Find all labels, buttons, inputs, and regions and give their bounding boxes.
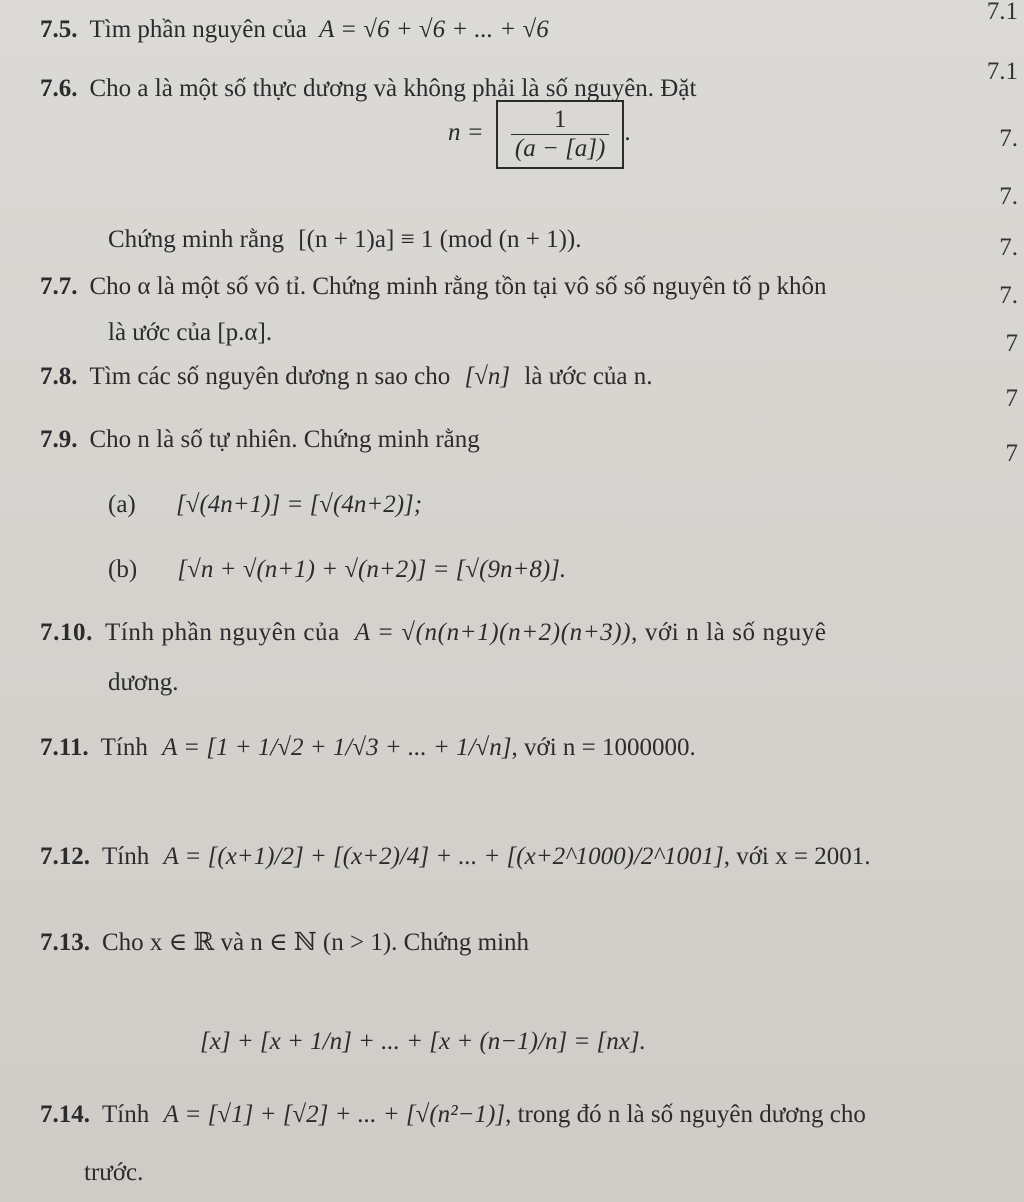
- formula: A = √(n(n+1)(n+2)(n+3)): [354, 619, 632, 646]
- problem-7-14-line2: trước.: [84, 1159, 144, 1186]
- margin-number: 7.: [999, 282, 1018, 309]
- formula: [√(4n+1)] = [√(4n+2)];: [176, 491, 423, 518]
- formula: A = [√1] + [√2] + ... + [√(n²−1)]: [163, 1101, 506, 1128]
- formula: A = √6 + √6 + ... + √6: [319, 16, 549, 43]
- floor-bracket: [496, 100, 624, 169]
- problem-7-9-b: (b) [√n + √(n+1) + √(n+2)] = [√(9n+8)].: [108, 556, 567, 583]
- problem-text: Cho x ∈ ℝ và n ∈ ℕ (n > 1). Chứng minh: [102, 929, 530, 956]
- problem-text: Cho n là số tự nhiên. Chứng minh rằng: [89, 426, 480, 453]
- problem-text: Cho a là một số thực dương và không phải là số nguyên. Đặt: [89, 75, 697, 102]
- margin-number: 7: [1005, 385, 1018, 412]
- margin-number: 7: [1005, 440, 1018, 467]
- formula: A = [(x+1)/2] + [(x+2)/4] + ... + [(x+2^1000)/2^1001]: [163, 843, 724, 870]
- problem-7-7-line2: là ước của [p.α].: [108, 319, 273, 346]
- margin-number: 7.: [999, 183, 1018, 210]
- problem-7-8: 7.8. Tìm các số nguyên dương n sao cho [√n] là ước của n.: [40, 363, 653, 390]
- margin-number: 7.1: [986, 58, 1018, 85]
- margin-number: 7.: [999, 234, 1018, 261]
- problem-7-6: 7.6. Cho a là một số thực dương và không phải là số nguyên. Đặt: [40, 75, 697, 102]
- problem-7-10-line2: dương.: [108, 669, 179, 696]
- problem-7-11: 7.11. Tính A = [1 + 1/√2 + 1/√3 + ... + 1/√n], với n = 1000000.: [40, 734, 696, 761]
- formula: [√n]: [464, 363, 511, 390]
- problem-7-5: 7.5. Tìm phần nguyên của A = √6 + √6 + ... + √6: [40, 16, 549, 43]
- fraction: $\frac{1}{(a - [a])}$: [511, 106, 609, 163]
- formula-7-13: [x] + [x + 1/n] + ... + [x + (n−1)/n] = [nx].: [200, 1028, 646, 1055]
- problem-7-10: 7.10. Tính phần nguyên của A = √(n(n+1)(n+2)(n+3)), với n là số nguyê: [40, 619, 827, 646]
- problem-7-9-a: (a) [√(4n+1)] = [√(4n+2)];: [108, 491, 423, 518]
- problem-7-12: 7.12. Tính A = [(x+1)/2] + [(x+2)/4] + ... + [(x+2^1000)/2^1001], với x = 2001.: [40, 843, 871, 870]
- formula: A = [1 + 1/√2 + 1/√3 + ... + 1/√n]: [162, 734, 512, 761]
- problem-text: Cho α là một số vô tỉ. Chứng minh rằng tồn tại vô số số nguyên tố p khôn: [89, 273, 827, 300]
- formula: [(n + 1)a] ≡ 1 (mod (n + 1)).: [298, 226, 582, 253]
- problem-text: Tìm phần nguyên của: [89, 16, 307, 43]
- problem-7-13: 7.13. Cho x ∈ ℝ và n ∈ ℕ (n > 1). Chứng minh: [40, 929, 530, 956]
- problem-7-14: 7.14. Tính A = [√1] + [√2] + ... + [√(n²−1)], trong đó n là số nguyên dương cho: [40, 1101, 866, 1128]
- margin-number: 7.: [999, 125, 1018, 152]
- margin-number: 7.1: [986, 0, 1018, 25]
- margin-number: 7: [1005, 330, 1018, 357]
- formula: [√n + √(n+1) + √(n+2)] = [√(9n+8)].: [177, 556, 567, 583]
- problem-7-6-prove: Chứng minh rằng [(n + 1)a] ≡ 1 (mod (n + 1)).: [108, 226, 582, 253]
- formula-n-definition: n = $\frac{1}{(a - [a])}$ .: [448, 100, 631, 169]
- problem-7-7: 7.7. Cho α là một số vô tỉ. Chứng minh rằng tồn tại vô số số nguyên tố p khôn: [40, 273, 827, 300]
- problem-7-9: 7.9. Cho n là số tự nhiên. Chứng minh rằng: [40, 426, 480, 453]
